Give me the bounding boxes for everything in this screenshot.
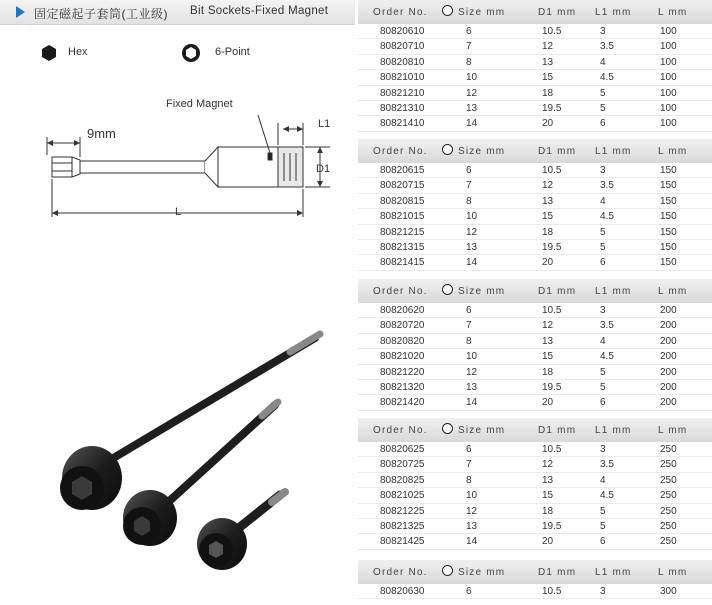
cell-d1: 13 [542,335,554,347]
header-order-no: Order No. [373,7,428,18]
header-l: L mm [658,567,688,578]
header-size: Size mm [458,567,506,578]
header-order-no: Order No. [373,567,428,578]
cell-d1: 15 [542,490,554,502]
fixed-magnet-label: Fixed Magnet [166,98,233,110]
cell-order-no: 80820815 [380,195,425,207]
cell-size: 14 [466,536,478,548]
table-header [358,279,712,303]
cell-l1: 5 [600,102,606,114]
cell-order-no: 80821015 [380,211,425,223]
cell-size: 10 [466,351,478,363]
cell-l1: 3.5 [600,180,614,192]
legend-hex-label: Hex [68,46,88,58]
cell-size: 10 [466,72,478,84]
cell-l1: 3 [600,165,606,176]
cell-d1: 19.5 [542,241,562,253]
cell-order-no: 80820725 [380,459,425,471]
header-order-no: Order No. [373,146,428,157]
cell-l: 150 [660,165,677,176]
cell-l: 250 [660,505,677,517]
table-row [358,209,712,224]
header-l1: L1 mm [595,7,632,18]
cell-order-no: 80820720 [380,320,425,332]
cell-l1: 3 [600,444,606,455]
cell-d1: 13 [542,474,554,486]
table-row [358,178,712,193]
cell-l1: 3.5 [600,41,614,53]
cell-size: 8 [466,335,472,347]
cell-l: 200 [660,335,677,347]
cell-l: 200 [660,351,677,363]
cell-d1: 19.5 [542,102,562,114]
cell-l: 100 [660,26,677,37]
spec-table [358,560,712,599]
cell-l: 300 [660,586,677,597]
cell-l: 150 [660,195,677,207]
cell-l1: 4.5 [600,351,614,363]
cell-d1: 12 [542,320,554,332]
cell-size: 7 [466,180,472,192]
cell-l: 250 [660,536,677,548]
table-row [358,303,712,318]
header-d1: D1 mm [538,567,577,578]
size-circle-icon [442,284,453,295]
cell-l: 250 [660,444,677,455]
header-l: L mm [658,146,688,157]
table-header [358,0,712,24]
cell-order-no: 80821425 [380,536,425,548]
cell-l1: 6 [600,536,606,548]
cell-d1: 12 [542,41,554,53]
cell-order-no: 80821325 [380,520,425,532]
cell-size: 10 [466,211,478,223]
cell-d1: 10.5 [542,165,562,176]
table-row [358,380,712,395]
cell-size: 13 [466,381,478,393]
table-row [358,473,712,488]
cell-order-no: 80821415 [380,257,425,269]
header-order-no: Order No. [373,425,428,436]
hex-icon [40,44,58,62]
spec-table [358,139,712,271]
table-row [358,70,712,85]
cell-size: 12 [466,505,478,517]
header-d1: D1 mm [538,425,577,436]
header-l1: L1 mm [595,146,632,157]
header-order-no: Order No. [373,286,428,297]
cell-l: 100 [660,72,677,84]
cell-l1: 3.5 [600,459,614,471]
cell-l1: 5 [600,505,606,517]
cell-size: 13 [466,241,478,253]
table-row [358,24,712,39]
table-row [358,194,712,209]
table-row [358,86,712,101]
cell-l1: 3 [600,26,606,37]
cell-d1: 20 [542,257,554,269]
cell-order-no: 80821025 [380,490,425,502]
header-l: L mm [658,425,688,436]
l1-label: L1 [318,118,331,130]
cell-l: 100 [660,87,677,99]
size-circle-icon [442,144,453,155]
cell-d1: 20 [542,397,554,409]
cell-d1: 20 [542,118,554,130]
cell-order-no: 80821010 [380,72,425,84]
cell-l1: 5 [600,87,606,99]
cell-d1: 19.5 [542,381,562,393]
cell-d1: 18 [542,87,554,99]
cell-size: 7 [466,41,472,53]
cell-size: 6 [466,305,472,316]
cell-d1: 13 [542,195,554,207]
cell-size: 12 [466,366,478,378]
cell-size: 7 [466,320,472,332]
cell-l1: 5 [600,226,606,238]
cell-order-no: 80821020 [380,351,425,363]
header-l1: L1 mm [595,425,632,436]
cell-d1: 10.5 [542,444,562,455]
cell-d1: 10.5 [542,305,562,316]
cell-order-no: 80821410 [380,118,425,130]
cell-order-no: 80820610 [380,26,425,37]
cell-order-no: 80821310 [380,102,425,114]
cell-l: 200 [660,305,677,316]
table-row [358,584,712,599]
cell-order-no: 80820710 [380,41,425,53]
cell-d1: 19.5 [542,520,562,532]
cell-l: 250 [660,490,677,502]
table-row [358,488,712,503]
table-header [358,418,712,442]
table-row [358,225,712,240]
cell-d1: 12 [542,180,554,192]
table-row [358,365,712,380]
header-l1: L1 mm [595,286,632,297]
cell-l1: 5 [600,366,606,378]
cell-order-no: 80821210 [380,87,425,99]
cell-order-no: 80820620 [380,305,425,316]
size-circle-icon [442,423,453,434]
table-row [358,318,712,333]
cell-l: 200 [660,397,677,409]
six-point-icon [181,43,201,63]
cell-l: 150 [660,180,677,192]
cell-order-no: 80821420 [380,397,425,409]
cell-d1: 18 [542,226,554,238]
cell-l: 150 [660,211,677,223]
header-d1: D1 mm [538,7,577,18]
cell-size: 8 [466,474,472,486]
cell-l: 100 [660,118,677,130]
cell-order-no: 80820825 [380,474,425,486]
table-header [358,560,712,584]
cell-l1: 5 [600,241,606,253]
header-size: Size mm [458,146,506,157]
cell-d1: 18 [542,505,554,517]
cell-order-no: 80821215 [380,226,425,238]
cell-order-no: 80821225 [380,505,425,517]
cell-l1: 4.5 [600,211,614,223]
cell-l: 150 [660,241,677,253]
hex-size-label: 9mm [87,126,116,141]
table-row [358,349,712,364]
cell-order-no: 80820630 [380,586,425,597]
l-label: L [175,206,182,218]
table-row [358,334,712,349]
spec-table [358,418,712,550]
cell-l1: 6 [600,118,606,130]
cell-order-no: 80820820 [380,335,425,347]
header-l1: L1 mm [595,567,632,578]
table-row [358,240,712,255]
header-size: Size mm [458,425,506,436]
cell-order-no: 80821220 [380,366,425,378]
table-row [358,255,712,270]
cell-order-no: 80820625 [380,444,425,455]
cell-d1: 10.5 [542,26,562,37]
header-size: Size mm [458,7,506,18]
table-row [358,101,712,116]
table-row [358,395,712,410]
cell-d1: 10.5 [542,586,562,597]
table-row [358,519,712,534]
cell-l1: 3 [600,586,606,597]
table-row [358,39,712,54]
cell-d1: 13 [542,56,554,68]
title-bar [0,0,355,25]
cell-size: 8 [466,56,472,68]
cell-size: 6 [466,586,472,597]
table-row [358,163,712,178]
legend-6point-label: 6-Point [215,46,250,58]
header-d1: D1 mm [538,146,577,157]
size-circle-icon [442,565,453,576]
cell-l: 100 [660,102,677,114]
cell-l: 200 [660,366,677,378]
cell-d1: 15 [542,351,554,363]
spec-table [358,0,712,132]
cell-l: 100 [660,41,677,53]
cell-order-no: 80821320 [380,381,425,393]
cell-l1: 4.5 [600,72,614,84]
cell-size: 14 [466,397,478,409]
cell-l1: 4 [600,335,606,347]
cell-size: 6 [466,444,472,455]
cell-d1: 18 [542,366,554,378]
cell-l: 250 [660,520,677,532]
cell-size: 12 [466,226,478,238]
cell-d1: 15 [542,211,554,223]
cell-d1: 12 [542,459,554,471]
cell-size: 7 [466,459,472,471]
table-row [358,457,712,472]
table-row [358,116,712,131]
cell-size: 14 [466,257,478,269]
header-d1: D1 mm [538,286,577,297]
table-row [358,534,712,549]
header-l: L mm [658,286,688,297]
header-l: L mm [658,7,688,18]
cell-size: 6 [466,165,472,176]
cell-size: 13 [466,520,478,532]
cell-size: 6 [466,26,472,37]
table-row [358,55,712,70]
header-size: Size mm [458,286,506,297]
cell-size: 13 [466,102,478,114]
cell-l1: 4 [600,56,606,68]
spec-table [358,279,712,411]
cell-l1: 6 [600,257,606,269]
play-arrow-icon [16,6,25,18]
cell-order-no: 80820715 [380,180,425,192]
cell-l1: 5 [600,520,606,532]
cell-l: 100 [660,56,677,68]
d1-label: D1 [316,163,331,175]
cell-l1: 6 [600,397,606,409]
cell-l: 200 [660,320,677,332]
cell-l: 250 [660,459,677,471]
cell-l1: 5 [600,381,606,393]
product-photo [30,330,330,580]
cell-l: 150 [660,257,677,269]
title-chinese: 固定磁起子套筒(工业级) [34,7,168,21]
cell-l1: 4 [600,474,606,486]
cell-l: 200 [660,381,677,393]
table-header [358,139,712,163]
table-row [358,442,712,457]
cell-d1: 20 [542,536,554,548]
size-circle-icon [442,5,453,16]
cell-size: 12 [466,87,478,99]
cell-l1: 3.5 [600,320,614,332]
cell-size: 14 [466,118,478,130]
cell-l: 250 [660,474,677,486]
cell-l1: 3 [600,305,606,316]
cell-l1: 4 [600,195,606,207]
cell-order-no: 80821315 [380,241,425,253]
cell-order-no: 80820615 [380,165,425,176]
title-english: Bit Sockets-Fixed Magnet [190,5,329,17]
cell-size: 10 [466,490,478,502]
cell-l: 150 [660,226,677,238]
cell-size: 8 [466,195,472,207]
cell-d1: 15 [542,72,554,84]
table-row [358,504,712,519]
cell-l1: 4.5 [600,490,614,502]
cell-order-no: 80820810 [380,56,425,68]
